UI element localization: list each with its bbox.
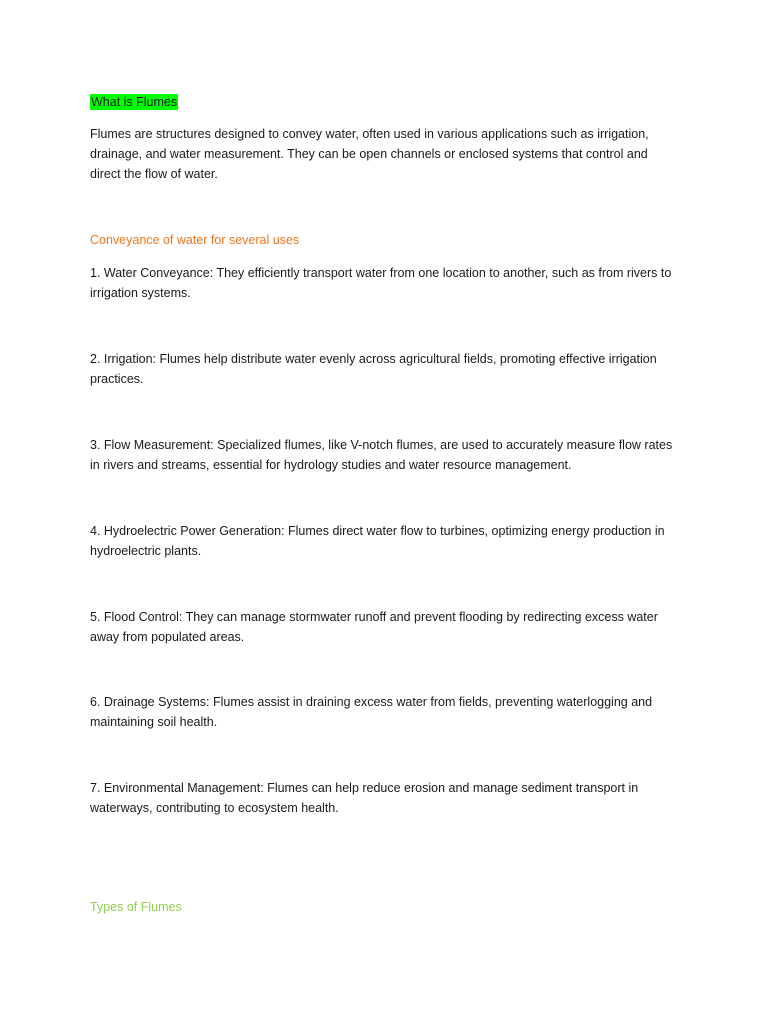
- section-types-heading: Types of Flumes: [90, 900, 182, 914]
- use-item-3: 3. Flow Measurement: Specialized flumes, like V-notch flumes, are used to accurately measure flow rates in rivers and streams, essential for hydrology studies and water resource management.: [90, 438, 673, 472]
- use-item-2: 2. Irrigation: Flumes help distribute water evenly across agricultural fields, promoting effective irrigation practices.: [90, 352, 657, 386]
- use-item-4: 4. Hydroelectric Power Generation: Flumes direct water flow to turbines, optimizing energy production in hydroelectric plants.: [90, 524, 665, 558]
- section-uses-heading: Conveyance of water for several uses: [90, 233, 300, 247]
- use-item-5: 5. Flood Control: They can manage stormwater runoff and prevent flooding by redirecting excess water away from populated areas.: [90, 610, 658, 644]
- intro-paragraph: Flumes are structures designed to convey water, often used in various applications such as irrigation, drainage, and water measurement. They can be open channels or enclosed systems that control and direct the flow of water.: [90, 127, 649, 181]
- use-item-7: 7. Environmental Management: Flumes can help reduce erosion and manage sediment transport in waterways, contributing to ecosystem health.: [90, 781, 639, 815]
- heading-highlight: What is Flumes: [91, 95, 178, 109]
- use-item-6: 6. Drainage Systems: Flumes assist in draining excess water from fields, preventing waterlogging and maintaining soil health.: [90, 695, 653, 729]
- heading-what-is-flumes: [90, 92, 680, 112]
- use-item-1: 1. Water Conveyance: They efficiently transport water from one location to another, such as from rivers to irrigation systems.: [90, 266, 672, 300]
